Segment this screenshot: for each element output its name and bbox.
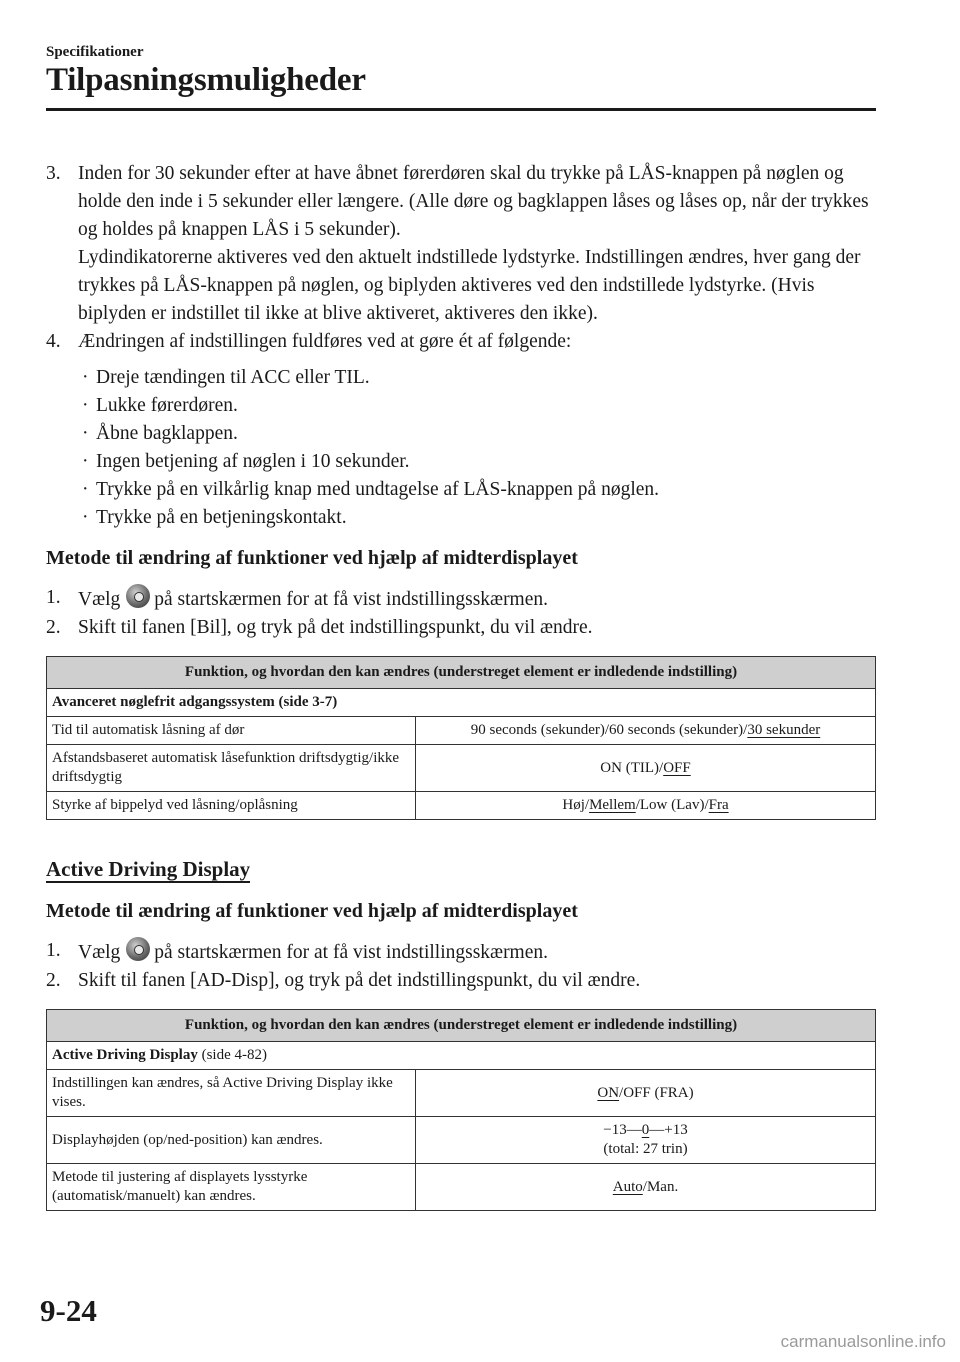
step-1 (46, 584, 876, 614)
step-text: på startskærmen for at få vist indstillingsskærmen. (154, 589, 549, 610)
table-cell-value: ON/OFF (FRA) (416, 1070, 876, 1117)
completion-actions-list (82, 364, 876, 532)
step-2 (46, 614, 876, 642)
bullet-mark: · (82, 395, 89, 416)
table-cell-value: Høj/Mellem/Low (Lav)/Fra (416, 792, 876, 820)
step-text: Skift til fanen [Bil], og tryk på det indstillingspunkt, du vil ændre. (78, 617, 593, 638)
default-value: Auto (612, 1178, 643, 1195)
list-item: · Dreje tændingen til ACC eller TIL. (82, 364, 876, 392)
settings-icon (126, 584, 150, 608)
step-text: Vælg (78, 942, 121, 963)
default-value: 0 (641, 1122, 650, 1138)
step-number: 1. (46, 940, 61, 961)
section-heading: Metode til ændring af funktioner ved hjælp af midterdisplayet (46, 547, 578, 569)
table-row (47, 1164, 876, 1211)
watermark: carmanualsonline.info (780, 1332, 946, 1351)
table-cell-label: Metode til justering af displayets lysstyrke (automatisk/manuelt) kan ændres. (47, 1164, 416, 1211)
table-header: Funktion, og hvordan den kan ændres (understreget element er indledende indstilling) (47, 1010, 876, 1042)
section2-steps (46, 937, 876, 995)
active-driving-display-title: Active Driving Display (46, 857, 251, 881)
table-group-row: Active Driving Display (side 4-82) (47, 1042, 876, 1070)
table-row (47, 1070, 876, 1117)
step-number: 1. (46, 587, 61, 608)
table-cell-label: Styrke af bippelyd ved låsning/oplåsning (47, 792, 416, 820)
bullet-mark: · (82, 423, 89, 444)
default-value: ON (597, 1084, 620, 1101)
step-text: Ændringen af indstillingen fuldføres ved at gøre ét af følgende: (78, 331, 572, 352)
step-3 (46, 160, 876, 328)
table-row (47, 717, 876, 745)
bullet-mark: · (82, 367, 89, 388)
table-cell-label: Afstandsbaseret automatisk låsefunktion driftsdygtig/ikke driftsdygtig (47, 745, 416, 792)
list-item: · Trykke på en vilkårlig knap med undtagelse af LÅS-knappen på nøglen. (82, 476, 876, 504)
list-item: · Ingen betjening af nøglen i 10 sekunder. (82, 448, 876, 476)
step-number: 3. (46, 163, 61, 184)
value-option: Fra (708, 797, 729, 813)
settings-icon (126, 937, 150, 961)
table-cell-label: Tid til automatisk låsning af dør (47, 717, 416, 745)
step-text: Inden for 30 sekunder efter at have åbnet førerdøren skal du trykke på LÅS-knappen på nøglen og holde den inde i 5 sekunder eller længere. (Alle døre og bagklappen låses og låses op, når der trykkes og holdes på knappen LÅS i 5 sekunder). (78, 163, 869, 240)
step-1 (46, 937, 876, 967)
step-text: på startskærmen for at få vist indstillingsskærmen. (154, 942, 549, 963)
step-number: 2. (46, 970, 61, 991)
section-label: Specifikationer (46, 44, 144, 60)
step-number: 2. (46, 617, 61, 638)
table-row (47, 792, 876, 820)
table-row (47, 1117, 876, 1164)
default-value: 30 sekunder (747, 722, 821, 738)
table-group-row: Avanceret nøglefrit adgangssystem (side 3-7) (47, 689, 876, 717)
page-title: Tilpasningsmuligheder (46, 62, 366, 98)
bullet-mark: · (82, 507, 89, 528)
table-cell-label: Displayhøjden (op/ned-position) kan ændres. (47, 1117, 416, 1164)
list-item: · Trykke på en betjeningskontakt. (82, 504, 876, 532)
table-cell-value: 90 seconds (sekunder)/60 seconds (sekunder)/30 sekunder (416, 717, 876, 745)
table-row (47, 745, 876, 792)
step-text: Skift til fanen [AD-Disp], og tryk på det indstillingspunkt, du vil ændre. (78, 970, 641, 991)
default-value: Mellem (589, 797, 636, 813)
table-cell-value: ON (TIL)/OFF (416, 745, 876, 792)
section1-steps (46, 584, 876, 642)
step-text: Vælg (78, 589, 121, 610)
bullet-mark: · (82, 479, 89, 500)
table-cell-value: −13―0―+13 (total: 27 trin) (416, 1117, 876, 1164)
list-item: · Åbne bagklappen. (82, 420, 876, 448)
page-number: 9-24 (40, 1293, 97, 1328)
table-cell-label: Indstillingen kan ændres, så Active Driving Display ikke vises. (47, 1070, 416, 1117)
step-2 (46, 967, 876, 995)
table-cell-value: Auto/Man. (416, 1164, 876, 1211)
list-item: · Lukke førerdøren. (82, 392, 876, 420)
default-value: OFF (663, 759, 691, 776)
settings-table-keyless (46, 656, 876, 820)
step-text-continued: Lydindikatorerne aktiveres ved den aktuelt indstillede lydstyrke. Indstillingen ændres, hver gang der trykkes på LÅS-knappen på nøglen, og biplyden aktiveres ved den indstillede lydstyrke. (Hvis biplyden er indstillet til ikke at blive aktiveret, aktiveres den ikke). (78, 247, 861, 324)
bullet-mark: · (82, 451, 89, 472)
title-divider (46, 108, 876, 111)
step-number: 4. (46, 331, 61, 352)
step-4 (46, 328, 876, 356)
settings-table-ad-disp (46, 1009, 876, 1211)
section-heading: Metode til ændring af funktioner ved hjælp af midterdisplayet (46, 900, 578, 922)
main-content (46, 160, 876, 1211)
table-header: Funktion, og hvordan den kan ændres (understreget element er indledende indstilling) (47, 657, 876, 689)
